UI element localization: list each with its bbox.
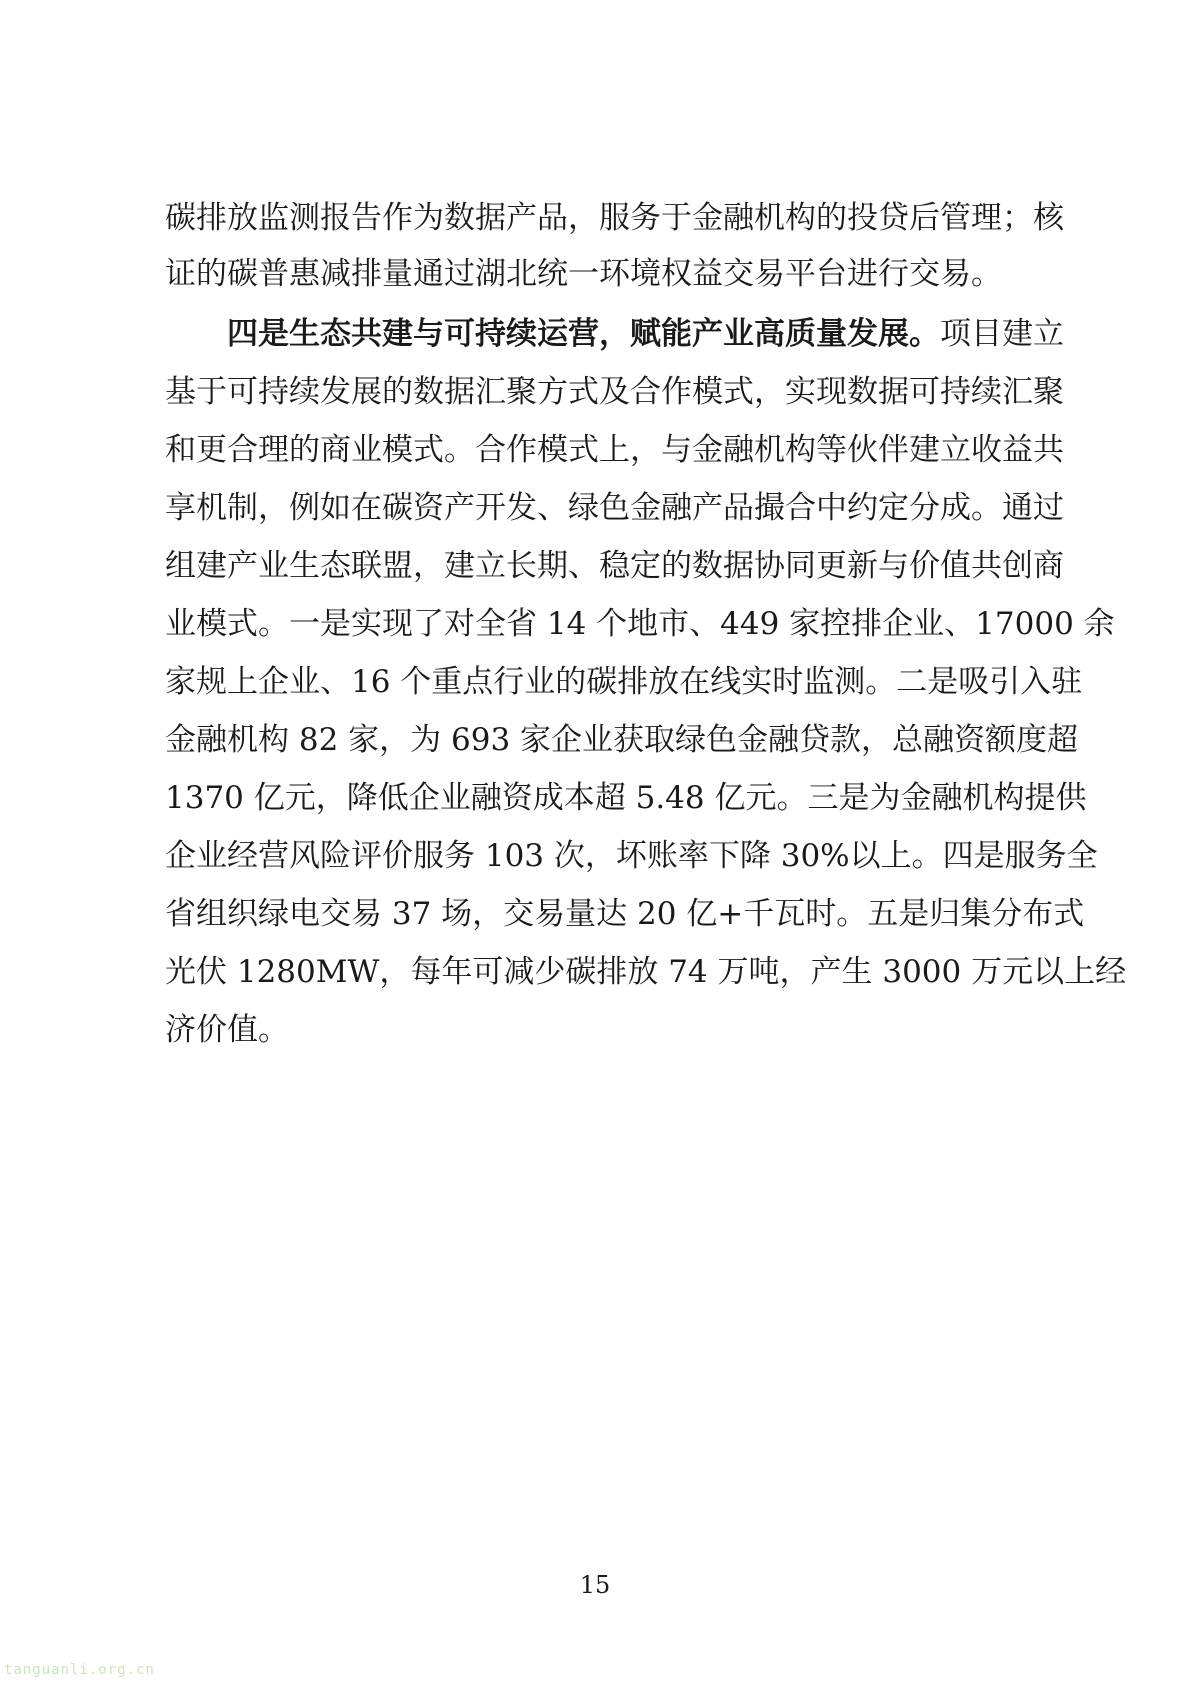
paragraph-2-line-6: 业模式。一是实现了对全省 14 个地市、449 家控排企业、17000 余 (165, 606, 1115, 642)
paragraph-2-line-8: 金融机构 82 家，为 693 家企业获取绿色金融贷款，总融资额度超 (165, 722, 1079, 758)
paragraph-2-line-4: 享机制，例如在碳资产开发、绿色金融产品撮合中约定分成。通过 (165, 490, 1064, 526)
watermark: tanguanli.org.cn (4, 1662, 155, 1678)
paragraph-2-line-10: 企业经营风险评价服务 103 次，坏账率下降 30%以上。四是服务全 (165, 838, 1098, 874)
paragraph-2-line-13: 济价值。 (165, 1012, 289, 1048)
paragraph-2-line-1 (227, 314, 1064, 354)
paragraph-2-line-12: 光伏 1280MW，每年可减少碳排放 74 万吨，产生 3000 万元以上经 (165, 954, 1127, 990)
paragraph-2-line-3: 和更合理的商业模式。合作模式上，与金融机构等伙伴建立收益共 (165, 432, 1064, 468)
paragraph-2-heading: 四是生态共建与可持续运营，赋能产业高质量发展。 (227, 316, 940, 352)
paragraph-2-line-7: 家规上企业、16 个重点行业的碳排放在线实时监测。二是吸引入驻 (165, 664, 1083, 700)
paragraph-2-line-11: 省组织绿电交易 37 场，交易量达 20 亿+千瓦时。五是归集分布式 (165, 896, 1085, 932)
paragraph-2-line-5: 组建产业生态联盟，建立长期、稳定的数据协同更新与价值共创商 (165, 548, 1064, 584)
paragraph-2-line-2: 基于可持续发展的数据汇聚方式及合作模式，实现数据可持续汇聚 (165, 374, 1064, 410)
paragraph-1-line-2: 证的碳普惠减排量通过湖北统一环境权益交易平台进行交易。 (165, 256, 1002, 292)
paragraph-2-line-1-rest: 项目建立 (940, 316, 1064, 352)
page-number: 15 (579, 1571, 611, 1599)
paragraph-1-line-1: 碳排放监测报告作为数据产品，服务于金融机构的投贷后管理；核 (165, 200, 1064, 236)
paragraph-2-line-9: 1370 亿元，降低企业融资成本超 5.48 亿元。三是为金融机构提供 (165, 780, 1087, 816)
